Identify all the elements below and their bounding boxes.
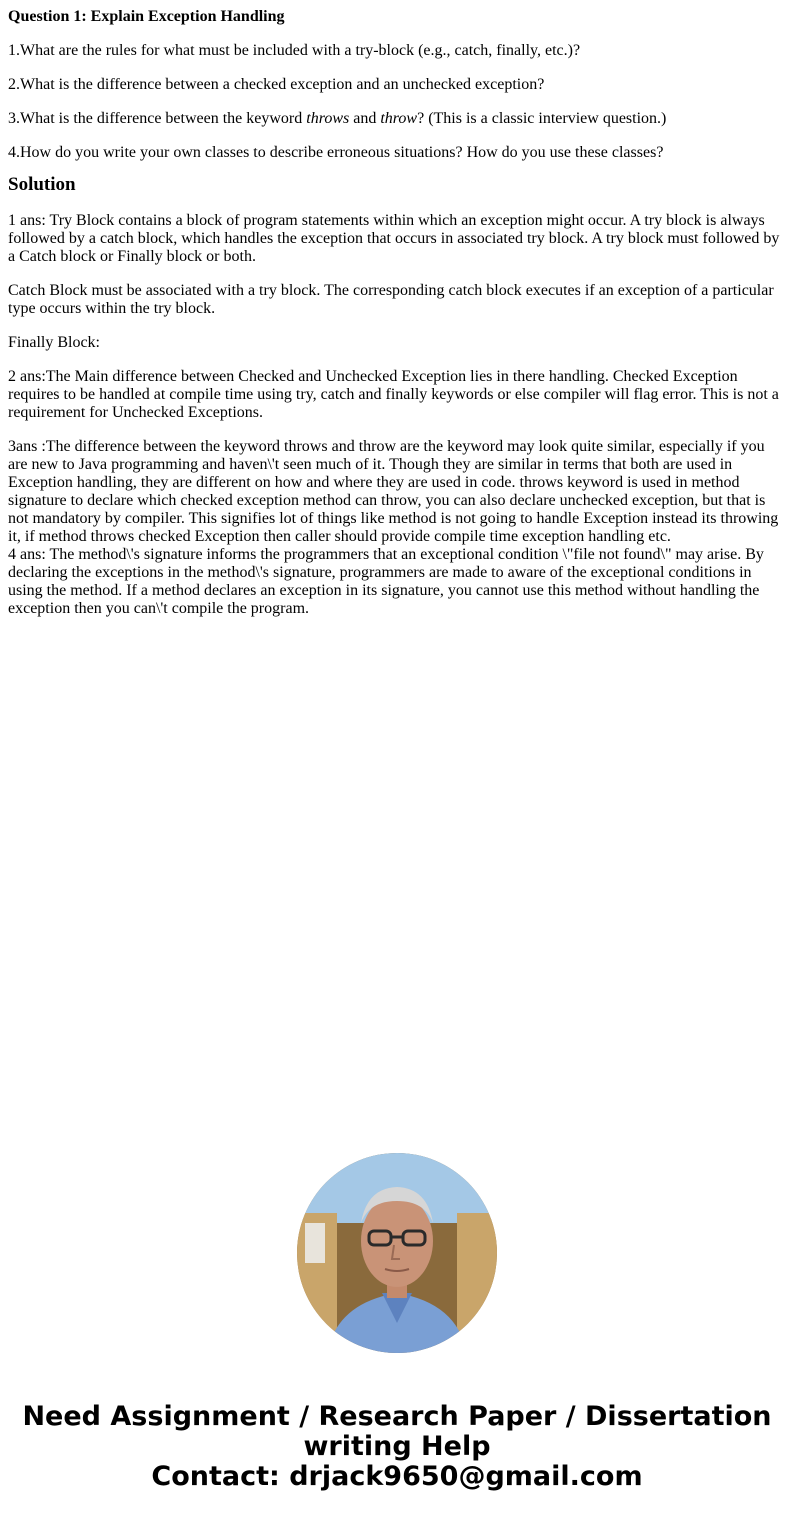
question-item-3 — [8, 110, 786, 128]
question-item-3-tail: ? (This is a classic interview question.) — [417, 110, 667, 127]
answer-2: 2 ans:The Main difference between Checked and Unchecked Exception lies in there handling. Checked Exception requires to be handled at compile time using try, catch and finally keywords or else compiler will flag error. This is not a requirement for Unchecked Exceptions. — [8, 368, 779, 421]
keyword-throw: throw — [380, 110, 418, 127]
answer-1-catch-block: Catch Block must be associated with a try block. The corresponding catch block executes if an exception of a particular type occurs within the try block. — [8, 282, 774, 317]
banner-contact: Contact: drjack9650@gmail.com — [151, 1461, 643, 1492]
keyword-throws: throws — [306, 110, 350, 127]
question-item-1: 1.What are the rules for what must be included with a try-block (e.g., catch, finally, etc.)? — [8, 42, 581, 59]
banner-line-1: Need Assignment / Research Paper / Dissertation — [22, 1401, 772, 1432]
answer-4: 4 ans: The method\'s signature informs the programmers that an exceptional condition \"file not found\" may arise. By declaring the exceptions in the method\'s signature, programmers are made to aware of the exceptional conditions in using the method. If a method declares an exception in its signature, you cannot use this method without handling the exception then you can\'t compile the program. — [8, 546, 764, 617]
solution-heading: Solution — [8, 174, 76, 195]
promo-banner — [0, 1402, 794, 1492]
question-title: Question 1: Explain Exception Handling — [8, 8, 285, 25]
author-avatar — [297, 1153, 497, 1353]
document-body — [8, 0, 786, 618]
answer-1-try-block: 1 ans: Try Block contains a block of program statements within which an exception might occur. A try block is always followed by a catch block, which handles the exception that occurs in associated try block. A try block must followed by a Catch block or Finally block or both. — [8, 212, 780, 265]
question-item-3-text: 3.What is the difference between the keyword — [8, 110, 307, 127]
question-item-4: 4.How do you write your own classes to describe erroneous situations? How do you use these classes? — [8, 144, 664, 161]
question-item-2: 2.What is the difference between a checked exception and an unchecked exception? — [8, 76, 545, 93]
question-item-3-mid: and — [349, 110, 381, 127]
banner-line-2: writing Help — [303, 1431, 491, 1462]
answer-1-finally-block: Finally Block: — [8, 334, 100, 351]
answer-3: 3ans :The difference between the keyword throws and throw are the keyword may look quite similar, especially if you are new to Java programming and haven\'t seen much of it. Though they are similar in terms that both are used in Exception handling, they are different on how and where they are used in code. throws keyword is used in method signature to declare which checked exception method can throw, you can also declare unchecked exception, but that is not mandatory by compiler. This signifies lot of things like method is not going to handle Exception instead its throwing it, if method throws checked Exception then caller should provide compile time exception handling etc. — [8, 438, 779, 545]
